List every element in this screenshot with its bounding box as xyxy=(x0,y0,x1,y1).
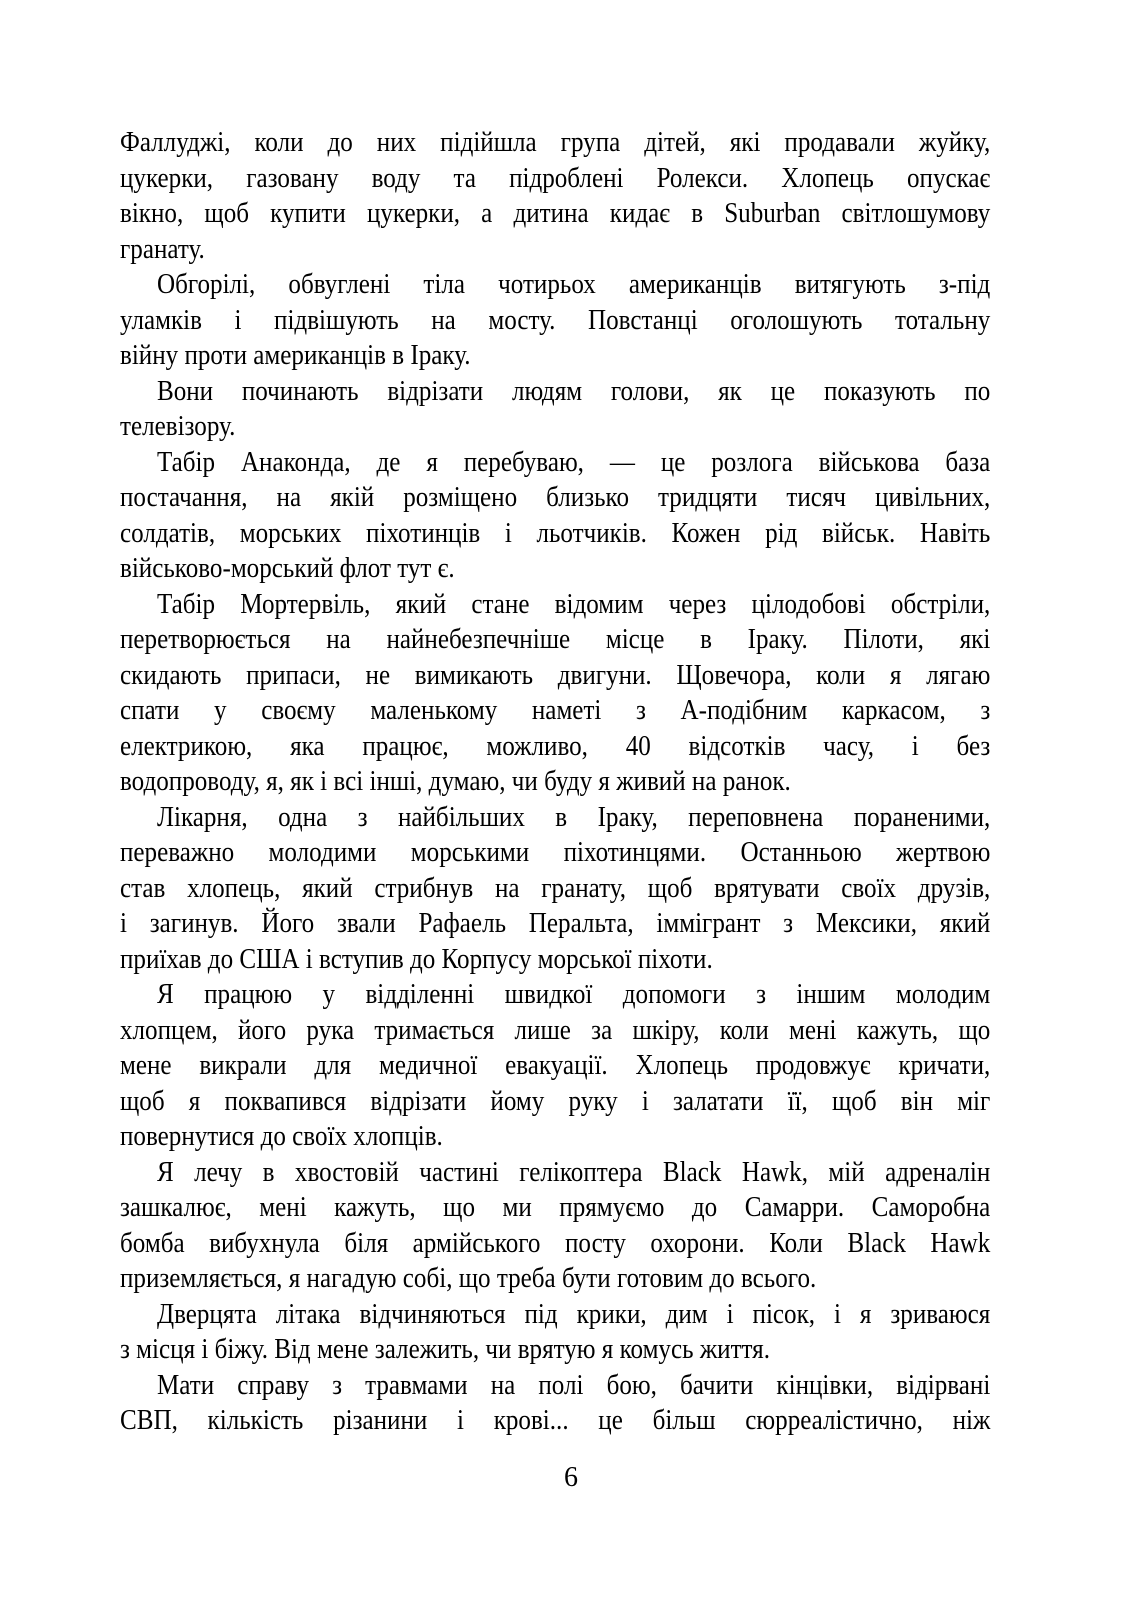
text-line: електрикою, яка працює, можливо, 40 відсотків часу, і без xyxy=(120,730,991,762)
text-line: СВП, кількість різанини і крові... це більш сюрреалістично, ніж xyxy=(120,1405,991,1436)
text-line: Вони починають відрізати людям голови, як це показують по xyxy=(156,375,991,407)
text-line: мене викрали для медичної евакуації. Хлопець продовжує кричати, xyxy=(120,1050,991,1081)
paragraph xyxy=(120,374,990,445)
page-number: 6 xyxy=(564,1462,578,1493)
text-line: Мати справу з травмами на полі бою, бачити кінцівки, відірвані xyxy=(156,1369,991,1401)
text-line: гранату. xyxy=(120,233,205,265)
text-line: переважно молодими морськими піхотинцями. Останньою жертвою xyxy=(120,837,991,868)
text-line: Табір Анаконда, де я перебуваю, — це розлога військова база xyxy=(156,446,991,478)
text-line: уламків і підвішують на мосту. Повстанці оголошують тотальну xyxy=(120,304,991,336)
text-line: Дверцята літака відчиняються під крики, дим і пісок, і я зриваюся xyxy=(156,1298,991,1330)
text-line: перетворюється на найнебезпечніше місце в Іраку. Пілоти, які xyxy=(120,624,991,655)
paragraph xyxy=(120,1297,990,1368)
text-line: Обгорілі, обвуглені тіла чотирьох американців витягують з-під xyxy=(156,269,991,300)
text-line: бомба вибухнула біля армійського посту охорони. Коли Black Hawk xyxy=(120,1227,991,1259)
text-line: цукерки, газовану воду та підроблені Ролекси. Хлопець опускає xyxy=(120,162,991,194)
text-line: Фаллуджі, коли до них підійшла група дітей, які продавали жуйку, xyxy=(120,127,991,158)
paragraph xyxy=(120,125,990,267)
text-line: скидають припаси, не вимикають двигуни. Щовечора, коли я лягаю xyxy=(120,659,991,691)
text-line: постачання, на якій розміщено близько тридцяти тисяч цивільних, xyxy=(120,482,991,513)
text-line: щоб я поквапився відрізати йому руку і залатати її, щоб він міг xyxy=(120,1085,991,1117)
paragraph xyxy=(120,800,990,978)
text-line: став хлопець, який стрибнув на гранату, щоб врятувати своїх друзів, xyxy=(120,872,991,904)
text-line: з місця і біжу. Від мене залежить, чи врятую я комусь життя. xyxy=(120,1334,770,1365)
text-line: приземляється, я нагадую собі, що треба бути готовим до всього. xyxy=(120,1263,817,1294)
text-line: повернутися до своїх хлопців. xyxy=(120,1121,443,1152)
text-line: і загинув. Його звали Рафаель Перальта, іммігрант з Мексики, який xyxy=(120,908,991,939)
body-text xyxy=(120,125,990,1439)
paragraph xyxy=(120,587,990,800)
text-line: спати у своєму маленькому наметі з А-подібним каркасом, з xyxy=(120,695,991,726)
text-line: Табір Мортервіль, який стане відомим через цілодобові обстріли, xyxy=(156,588,991,620)
text-line: вікно, щоб купити цукерки, а дитина кидає в Suburban світлошумову xyxy=(120,198,991,229)
text-line: зашкалює, мені кажуть, що ми прямуємо до Самарри. Саморобна xyxy=(120,1192,991,1223)
text-line: телевізору. xyxy=(120,411,236,442)
paragraph xyxy=(120,445,990,587)
paragraph xyxy=(120,1368,990,1439)
text-line: приїхав до США і вступив до Корпусу морської піхоти. xyxy=(120,943,713,975)
text-line: Лікарня, одна з найбільших в Іраку, переповнена пораненими, xyxy=(156,801,991,833)
text-line: Я лечу в хвостовій частині гелікоптера Black Hawk, мій адреналін xyxy=(156,1156,991,1188)
text-line: солдатів, морських піхотинців і льотчиків. Кожен рід військ. Навіть xyxy=(120,517,991,549)
paragraph xyxy=(120,977,990,1155)
text-line: Я працюю у відділенні швидкої допомоги з іншим молодим xyxy=(156,979,991,1010)
paragraph xyxy=(120,267,990,374)
paragraph xyxy=(120,1155,990,1297)
text-line: військово-морський флот тут є. xyxy=(120,553,455,584)
text-line: хлопцем, його рука тримається лише за шкіру, коли мені кажуть, що xyxy=(120,1014,991,1046)
text-line: водопроводу, я, як і всі інші, думаю, чи буду я живий на ранок. xyxy=(120,766,791,797)
text-line: війну проти американців в Іраку. xyxy=(120,340,471,371)
